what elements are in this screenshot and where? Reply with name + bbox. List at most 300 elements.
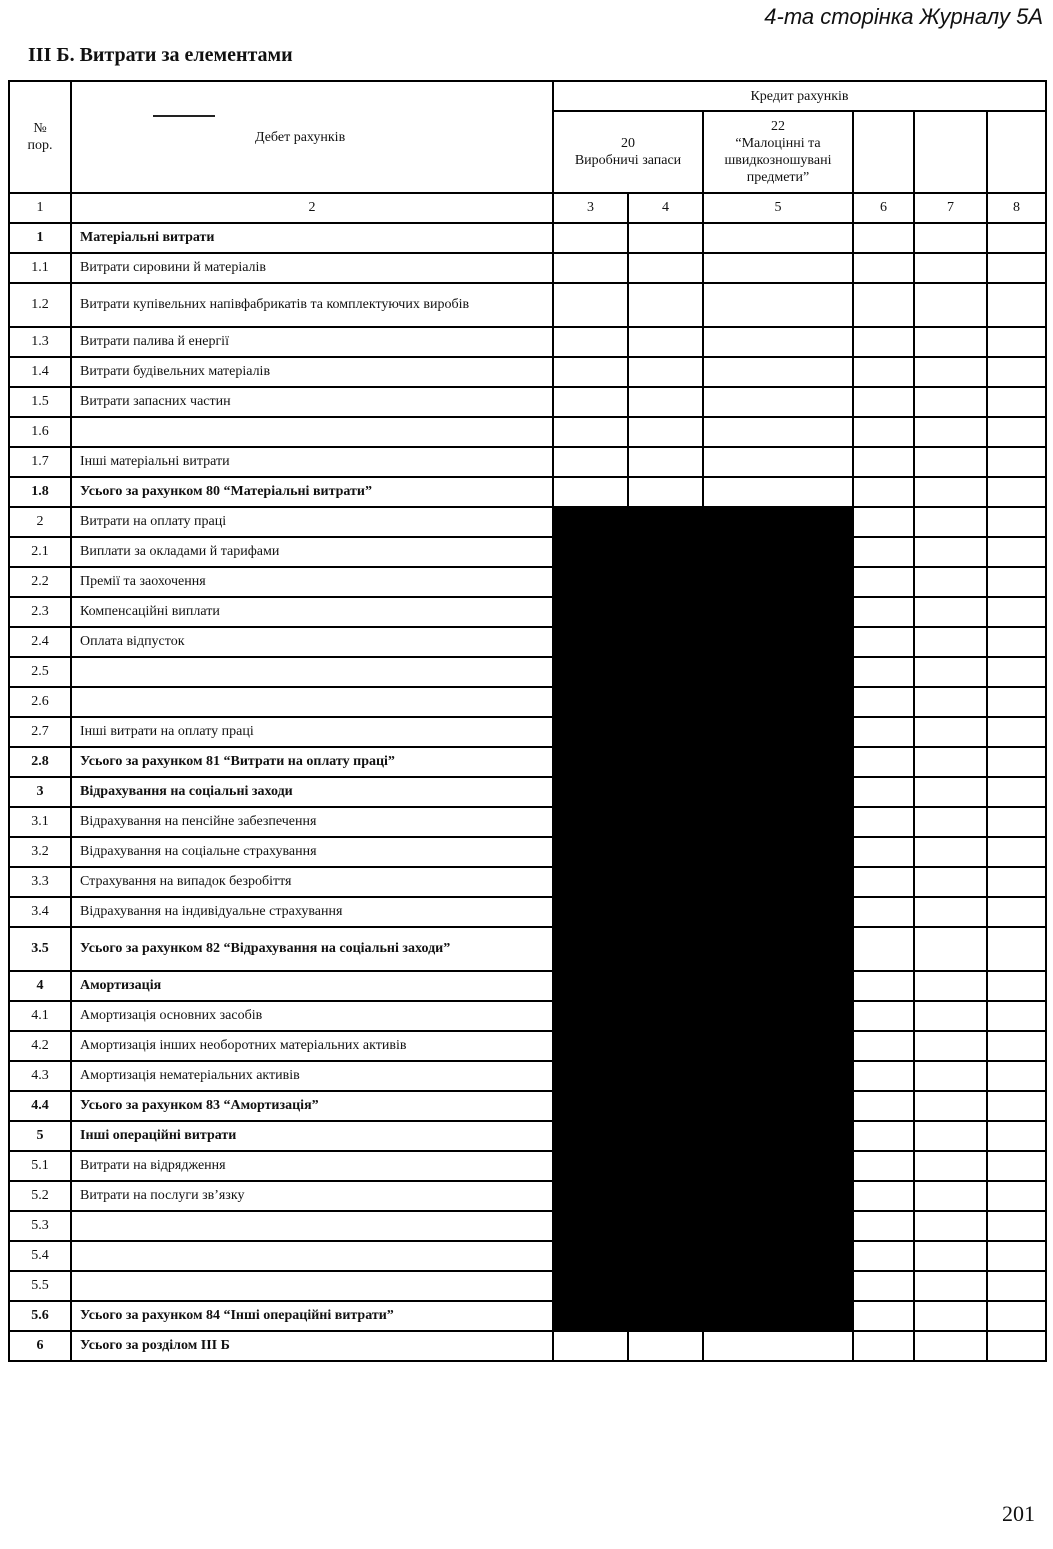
- journal-table: [8, 80, 1047, 1362]
- credit-22-cell[interactable]: [703, 253, 853, 283]
- blocked-cell: [553, 747, 853, 777]
- credit-col8-cell[interactable]: [987, 537, 1046, 567]
- credit-22-cell[interactable]: [703, 283, 853, 327]
- row-label: Усього за рахунком 83 “Амортизація”: [71, 1091, 553, 1121]
- row-number: 4: [9, 971, 71, 1001]
- row-label: Витрати палива й енергії: [71, 327, 553, 357]
- credit-20b-cell[interactable]: [628, 447, 703, 477]
- row-label: Відрахування на пенсійне забезпечення: [71, 807, 553, 837]
- credit-20a-cell[interactable]: [553, 447, 628, 477]
- credit-20b-cell[interactable]: [628, 253, 703, 283]
- row-number: 5.6: [9, 1301, 71, 1331]
- credit-col7-cell[interactable]: [914, 927, 987, 971]
- credit-col8-cell[interactable]: [987, 1091, 1046, 1121]
- row-label: Відрахування на соціальні заходи: [71, 777, 553, 807]
- blocked-cell: [553, 627, 853, 657]
- credit-col6-cell[interactable]: [853, 1211, 914, 1241]
- credit-col6-cell[interactable]: [853, 1271, 914, 1301]
- credit-col6-cell[interactable]: [853, 897, 914, 927]
- credit-20a-cell[interactable]: [553, 223, 628, 253]
- credit-col7-cell[interactable]: [914, 1001, 987, 1031]
- table-row: [9, 567, 1046, 597]
- credit-col6-cell[interactable]: [853, 253, 914, 283]
- row-label: Усього за рахунком 81 “Витрати на оплату праці”: [71, 747, 553, 777]
- credit-col6-cell[interactable]: [853, 1001, 914, 1031]
- blocked-cell: [553, 1121, 853, 1151]
- row-label: Витрати сировини й матеріалів: [71, 253, 553, 283]
- row-number: 1.1: [9, 253, 71, 283]
- credit-col6-cell[interactable]: [853, 357, 914, 387]
- credit-col7-cell[interactable]: [914, 477, 987, 507]
- credit-col7-cell[interactable]: [914, 357, 987, 387]
- row-number: 5.4: [9, 1241, 71, 1271]
- credit-col6-cell[interactable]: [853, 1091, 914, 1121]
- credit-col7-cell[interactable]: [914, 447, 987, 477]
- credit-col8-cell[interactable]: [987, 1181, 1046, 1211]
- credit-col6-cell[interactable]: [853, 687, 914, 717]
- row-number: 2.1: [9, 537, 71, 567]
- row-label: Матеріальні витрати: [71, 223, 553, 253]
- row-number: 5.3: [9, 1211, 71, 1241]
- row-label: Інші матеріальні витрати: [71, 447, 553, 477]
- table-row: [9, 1031, 1046, 1061]
- row-label: [71, 1271, 553, 1301]
- credit-col7-cell[interactable]: [914, 1181, 987, 1211]
- table-row: [9, 1091, 1046, 1121]
- row-number: 1.2: [9, 283, 71, 327]
- credit-col7-cell[interactable]: [914, 567, 987, 597]
- table-row: [9, 627, 1046, 657]
- row-label: Премії та заохочення: [71, 567, 553, 597]
- row-number: 3: [9, 777, 71, 807]
- credit-col6-cell[interactable]: [853, 327, 914, 357]
- row-number: 2.8: [9, 747, 71, 777]
- credit-col8-cell[interactable]: [987, 867, 1046, 897]
- credit-col8-cell[interactable]: [987, 283, 1046, 327]
- credit-20b-cell[interactable]: [628, 417, 703, 447]
- credit-col8-cell[interactable]: [987, 897, 1046, 927]
- row-number: 2.7: [9, 717, 71, 747]
- credit-20a-cell[interactable]: [553, 357, 628, 387]
- header-col-22: 22 “Малоцінні та швидкозношувані предмети”: [703, 111, 853, 193]
- credit-col6-cell[interactable]: [853, 1061, 914, 1091]
- blocked-cell: [553, 927, 853, 971]
- table-row: [9, 253, 1046, 283]
- handwritten-mark: [153, 115, 215, 129]
- credit-col7-cell[interactable]: [914, 327, 987, 357]
- credit-col7-cell[interactable]: [914, 1211, 987, 1241]
- credit-20b-cell[interactable]: [628, 357, 703, 387]
- credit-col8-cell[interactable]: [987, 627, 1046, 657]
- credit-col8-cell[interactable]: [987, 1031, 1046, 1061]
- credit-col6-cell[interactable]: [853, 597, 914, 627]
- credit-col7-cell[interactable]: [914, 1301, 987, 1331]
- credit-20b-cell[interactable]: [628, 387, 703, 417]
- row-number: 5: [9, 1121, 71, 1151]
- table-row: [9, 387, 1046, 417]
- row-number: 1.8: [9, 477, 71, 507]
- row-label: Амортизація інших необоротних матеріальних активів: [71, 1031, 553, 1061]
- row-number: 4.4: [9, 1091, 71, 1121]
- page-header: 4-та сторінка Журналу 5А: [764, 4, 1043, 29]
- table-row: [9, 447, 1046, 477]
- row-number: 1.3: [9, 327, 71, 357]
- table-row: [9, 867, 1046, 897]
- credit-col8-cell[interactable]: [987, 1061, 1046, 1091]
- table-row: [9, 1211, 1046, 1241]
- table-row: [9, 747, 1046, 777]
- blocked-cell: [553, 537, 853, 567]
- credit-col8-cell[interactable]: [987, 1121, 1046, 1151]
- credit-20b-cell[interactable]: [628, 327, 703, 357]
- credit-col8-cell[interactable]: [987, 1271, 1046, 1301]
- credit-col8-cell[interactable]: [987, 223, 1046, 253]
- credit-col8-cell[interactable]: [987, 657, 1046, 687]
- credit-col8-cell[interactable]: [987, 253, 1046, 283]
- credit-col7-cell[interactable]: [914, 1091, 987, 1121]
- header-col-8: [987, 111, 1046, 193]
- row-number: 1.7: [9, 447, 71, 477]
- row-label: [71, 417, 553, 447]
- credit-col8-cell[interactable]: [987, 1211, 1046, 1241]
- row-label: [71, 1241, 553, 1271]
- column-number: 8: [987, 193, 1046, 223]
- credit-col8-cell[interactable]: [987, 747, 1046, 777]
- credit-col8-cell[interactable]: [987, 1331, 1046, 1361]
- credit-20a-cell[interactable]: [553, 417, 628, 447]
- row-label: Усього за розділом ІІІ Б: [71, 1331, 553, 1361]
- credit-col7-cell[interactable]: [914, 627, 987, 657]
- blocked-cell: [553, 807, 853, 837]
- credit-col6-cell[interactable]: [853, 507, 914, 537]
- row-label: Витрати будівельних матеріалів: [71, 357, 553, 387]
- blocked-cell: [553, 897, 853, 927]
- column-number: 6: [853, 193, 914, 223]
- credit-col6-cell[interactable]: [853, 1151, 914, 1181]
- table-row: [9, 507, 1046, 537]
- credit-col7-cell[interactable]: [914, 1241, 987, 1271]
- credit-22-cell[interactable]: [703, 223, 853, 253]
- table-row: [9, 537, 1046, 567]
- blocked-cell: [553, 1001, 853, 1031]
- table-row: [9, 837, 1046, 867]
- credit-col7-cell[interactable]: [914, 387, 987, 417]
- credit-col7-cell[interactable]: [914, 1061, 987, 1091]
- credit-col6-cell[interactable]: [853, 747, 914, 777]
- blocked-cell: [553, 867, 853, 897]
- row-number: 3.4: [9, 897, 71, 927]
- blocked-cell: [553, 1091, 853, 1121]
- row-label: Відрахування на індивідуальне страхування: [71, 897, 553, 927]
- credit-20a-cell[interactable]: [553, 253, 628, 283]
- row-number: 4.1: [9, 1001, 71, 1031]
- credit-col7-cell[interactable]: [914, 223, 987, 253]
- column-number: 5: [703, 193, 853, 223]
- column-number: 3: [553, 193, 628, 223]
- header-col-7: [914, 111, 987, 193]
- table-row: [9, 417, 1046, 447]
- row-label: Виплати за окладами й тарифами: [71, 537, 553, 567]
- credit-col7-cell[interactable]: [914, 537, 987, 567]
- table-row: [9, 1151, 1046, 1181]
- credit-col8-cell[interactable]: [987, 357, 1046, 387]
- row-number: 5.1: [9, 1151, 71, 1181]
- row-label: [71, 1211, 553, 1241]
- credit-col8-cell[interactable]: [987, 447, 1046, 477]
- blocked-cell: [553, 1271, 853, 1301]
- table-row: [9, 777, 1046, 807]
- row-number: 4.2: [9, 1031, 71, 1061]
- credit-col6-cell[interactable]: [853, 417, 914, 447]
- credit-col8-cell[interactable]: [987, 971, 1046, 1001]
- credit-col8-cell[interactable]: [987, 567, 1046, 597]
- row-number: 4.3: [9, 1061, 71, 1091]
- row-number: 1.5: [9, 387, 71, 417]
- credit-20b-cell[interactable]: [628, 477, 703, 507]
- table-row: [9, 927, 1046, 971]
- table-row: [9, 1271, 1046, 1301]
- credit-col7-cell[interactable]: [914, 657, 987, 687]
- row-number: 2.3: [9, 597, 71, 627]
- credit-col8-cell[interactable]: [987, 1001, 1046, 1031]
- credit-col7-cell[interactable]: [914, 1031, 987, 1061]
- credit-col6-cell[interactable]: [853, 387, 914, 417]
- credit-col8-cell[interactable]: [987, 1151, 1046, 1181]
- credit-20a-cell[interactable]: [553, 1331, 628, 1361]
- header-debet-label: Дебет рахунків: [255, 129, 346, 145]
- credit-col6-cell[interactable]: [853, 537, 914, 567]
- journal-body: [9, 223, 1046, 1361]
- credit-col7-cell[interactable]: [914, 777, 987, 807]
- row-number: 6: [9, 1331, 71, 1361]
- credit-22-cell[interactable]: [703, 1331, 853, 1361]
- blocked-cell: [553, 1301, 853, 1331]
- credit-col7-cell[interactable]: [914, 807, 987, 837]
- row-label: Амортизація нематеріальних активів: [71, 1061, 553, 1091]
- credit-col7-cell[interactable]: [914, 867, 987, 897]
- blocked-cell: [553, 687, 853, 717]
- credit-col6-cell[interactable]: [853, 867, 914, 897]
- credit-col6-cell[interactable]: [853, 807, 914, 837]
- row-label: Страхування на випадок безробіття: [71, 867, 553, 897]
- credit-col7-cell[interactable]: [914, 1151, 987, 1181]
- credit-col8-cell[interactable]: [987, 717, 1046, 747]
- table-row: [9, 1301, 1046, 1331]
- row-number: 1: [9, 223, 71, 253]
- credit-col8-cell[interactable]: [987, 1301, 1046, 1331]
- credit-col6-cell[interactable]: [853, 1031, 914, 1061]
- blocked-cell: [553, 597, 853, 627]
- table-row: [9, 687, 1046, 717]
- header-col-6: [853, 111, 914, 193]
- row-label: Витрати на послуги зв’язку: [71, 1181, 553, 1211]
- row-number: 1.4: [9, 357, 71, 387]
- credit-col8-cell[interactable]: [987, 507, 1046, 537]
- credit-20a-cell[interactable]: [553, 283, 628, 327]
- credit-col6-cell[interactable]: [853, 927, 914, 971]
- header-debet: [71, 81, 553, 193]
- column-number: 4: [628, 193, 703, 223]
- credit-col7-cell[interactable]: [914, 837, 987, 867]
- table-row: [9, 477, 1046, 507]
- blocked-cell: [553, 657, 853, 687]
- credit-22-cell[interactable]: [703, 417, 853, 447]
- credit-col8-cell[interactable]: [987, 597, 1046, 627]
- credit-col7-cell[interactable]: [914, 253, 987, 283]
- blocked-cell: [553, 1061, 853, 1091]
- credit-22-cell[interactable]: [703, 327, 853, 357]
- table-row: [9, 971, 1046, 1001]
- credit-col6-cell[interactable]: [853, 1121, 914, 1151]
- table-row: [9, 897, 1046, 927]
- table-row: [9, 1121, 1046, 1151]
- blocked-cell: [553, 1181, 853, 1211]
- credit-col7-cell[interactable]: [914, 897, 987, 927]
- credit-22-cell[interactable]: [703, 447, 853, 477]
- blocked-cell: [553, 567, 853, 597]
- blocked-cell: [553, 837, 853, 867]
- row-number: 2.2: [9, 567, 71, 597]
- header-no: № пор.: [9, 81, 71, 193]
- row-label: Компенсаційні виплати: [71, 597, 553, 627]
- credit-col7-cell[interactable]: [914, 507, 987, 537]
- credit-col6-cell[interactable]: [853, 657, 914, 687]
- credit-col6-cell[interactable]: [853, 283, 914, 327]
- credit-22-cell[interactable]: [703, 357, 853, 387]
- column-number: 1: [9, 193, 71, 223]
- table-row: [9, 1181, 1046, 1211]
- blocked-cell: [553, 507, 853, 537]
- row-label: Амортизація: [71, 971, 553, 1001]
- row-label: Усього за рахунком 84 “Інші операційні витрати”: [71, 1301, 553, 1331]
- credit-col8-cell[interactable]: [987, 327, 1046, 357]
- credit-col7-cell[interactable]: [914, 1271, 987, 1301]
- credit-col8-cell[interactable]: [987, 807, 1046, 837]
- blocked-cell: [553, 1241, 853, 1271]
- row-label: Інші операційні витрати: [71, 1121, 553, 1151]
- credit-col8-cell[interactable]: [987, 477, 1046, 507]
- row-label: Інші витрати на оплату праці: [71, 717, 553, 747]
- column-number: 7: [914, 193, 987, 223]
- table-row: [9, 597, 1046, 627]
- credit-col6-cell[interactable]: [853, 971, 914, 1001]
- row-number: 3.1: [9, 807, 71, 837]
- row-label: [71, 687, 553, 717]
- credit-col7-cell[interactable]: [914, 717, 987, 747]
- row-label: Витрати на оплату праці: [71, 507, 553, 537]
- table-row: [9, 327, 1046, 357]
- credit-col6-cell[interactable]: [853, 1301, 914, 1331]
- credit-col7-cell[interactable]: [914, 283, 987, 327]
- credit-col8-cell[interactable]: [987, 687, 1046, 717]
- credit-col7-cell[interactable]: [914, 597, 987, 627]
- section-title: ІІІ Б. Витрати за елементами: [28, 44, 293, 66]
- credit-col7-cell[interactable]: [914, 1121, 987, 1151]
- credit-col8-cell[interactable]: [987, 417, 1046, 447]
- credit-col6-cell[interactable]: [853, 1181, 914, 1211]
- credit-col6-cell[interactable]: [853, 567, 914, 597]
- credit-col7-cell[interactable]: [914, 1331, 987, 1361]
- credit-col7-cell[interactable]: [914, 971, 987, 1001]
- row-label: Відрахування на соціальне страхування: [71, 837, 553, 867]
- credit-20a-cell[interactable]: [553, 327, 628, 357]
- credit-col6-cell[interactable]: [853, 477, 914, 507]
- credit-col6-cell[interactable]: [853, 1241, 914, 1271]
- page-number: 201: [1002, 1501, 1035, 1526]
- table-row: [9, 657, 1046, 687]
- credit-20b-cell[interactable]: [628, 283, 703, 327]
- row-label: Витрати запасних частин: [71, 387, 553, 417]
- credit-col6-cell[interactable]: [853, 777, 914, 807]
- table-row: [9, 357, 1046, 387]
- blocked-cell: [553, 1211, 853, 1241]
- credit-col8-cell[interactable]: [987, 387, 1046, 417]
- credit-col6-cell[interactable]: [853, 447, 914, 477]
- credit-col6-cell[interactable]: [853, 717, 914, 747]
- credit-col6-cell[interactable]: [853, 837, 914, 867]
- row-label: Оплата відпусток: [71, 627, 553, 657]
- credit-22-cell[interactable]: [703, 387, 853, 417]
- row-label: Витрати купівельних напівфабрикатів та комплектуючих виробів: [71, 283, 553, 327]
- row-number: 5.5: [9, 1271, 71, 1301]
- credit-col8-cell[interactable]: [987, 837, 1046, 867]
- header-credit: Кредит рахунків: [553, 81, 1046, 111]
- blocked-cell: [553, 1031, 853, 1061]
- row-label: Усього за рахунком 82 “Відрахування на соціальні заходи”: [71, 927, 553, 971]
- row-number: 3.3: [9, 867, 71, 897]
- blocked-cell: [553, 971, 853, 1001]
- credit-col8-cell[interactable]: [987, 777, 1046, 807]
- row-number: 2.6: [9, 687, 71, 717]
- credit-col7-cell[interactable]: [914, 747, 987, 777]
- table-row: [9, 223, 1046, 253]
- table-row: [9, 1241, 1046, 1271]
- table-row: [9, 807, 1046, 837]
- credit-col6-cell[interactable]: [853, 1331, 914, 1361]
- row-number: 3.5: [9, 927, 71, 971]
- blocked-cell: [553, 1151, 853, 1181]
- row-label: Амортизація основних засобів: [71, 1001, 553, 1031]
- table-row: [9, 717, 1046, 747]
- row-number: 3.2: [9, 837, 71, 867]
- credit-20b-cell[interactable]: [628, 1331, 703, 1361]
- row-number: 1.6: [9, 417, 71, 447]
- credit-col7-cell[interactable]: [914, 687, 987, 717]
- column-number-row: [9, 193, 1046, 223]
- credit-col8-cell[interactable]: [987, 1241, 1046, 1271]
- blocked-cell: [553, 777, 853, 807]
- row-label: [71, 657, 553, 687]
- blocked-cell: [553, 717, 853, 747]
- credit-col6-cell[interactable]: [853, 223, 914, 253]
- table-row: [9, 1061, 1046, 1091]
- credit-col6-cell[interactable]: [853, 627, 914, 657]
- credit-20b-cell[interactable]: [628, 223, 703, 253]
- column-number: 2: [71, 193, 553, 223]
- table-row: [9, 1001, 1046, 1031]
- table-row: [9, 1331, 1046, 1361]
- credit-20a-cell[interactable]: [553, 477, 628, 507]
- credit-22-cell[interactable]: [703, 477, 853, 507]
- row-number: 2.4: [9, 627, 71, 657]
- row-number: 5.2: [9, 1181, 71, 1211]
- credit-col8-cell[interactable]: [987, 927, 1046, 971]
- table-row: [9, 283, 1046, 327]
- row-number: 2: [9, 507, 71, 537]
- header-col-20: 20 Виробничі запаси: [553, 111, 703, 193]
- credit-20a-cell[interactable]: [553, 387, 628, 417]
- credit-col7-cell[interactable]: [914, 417, 987, 447]
